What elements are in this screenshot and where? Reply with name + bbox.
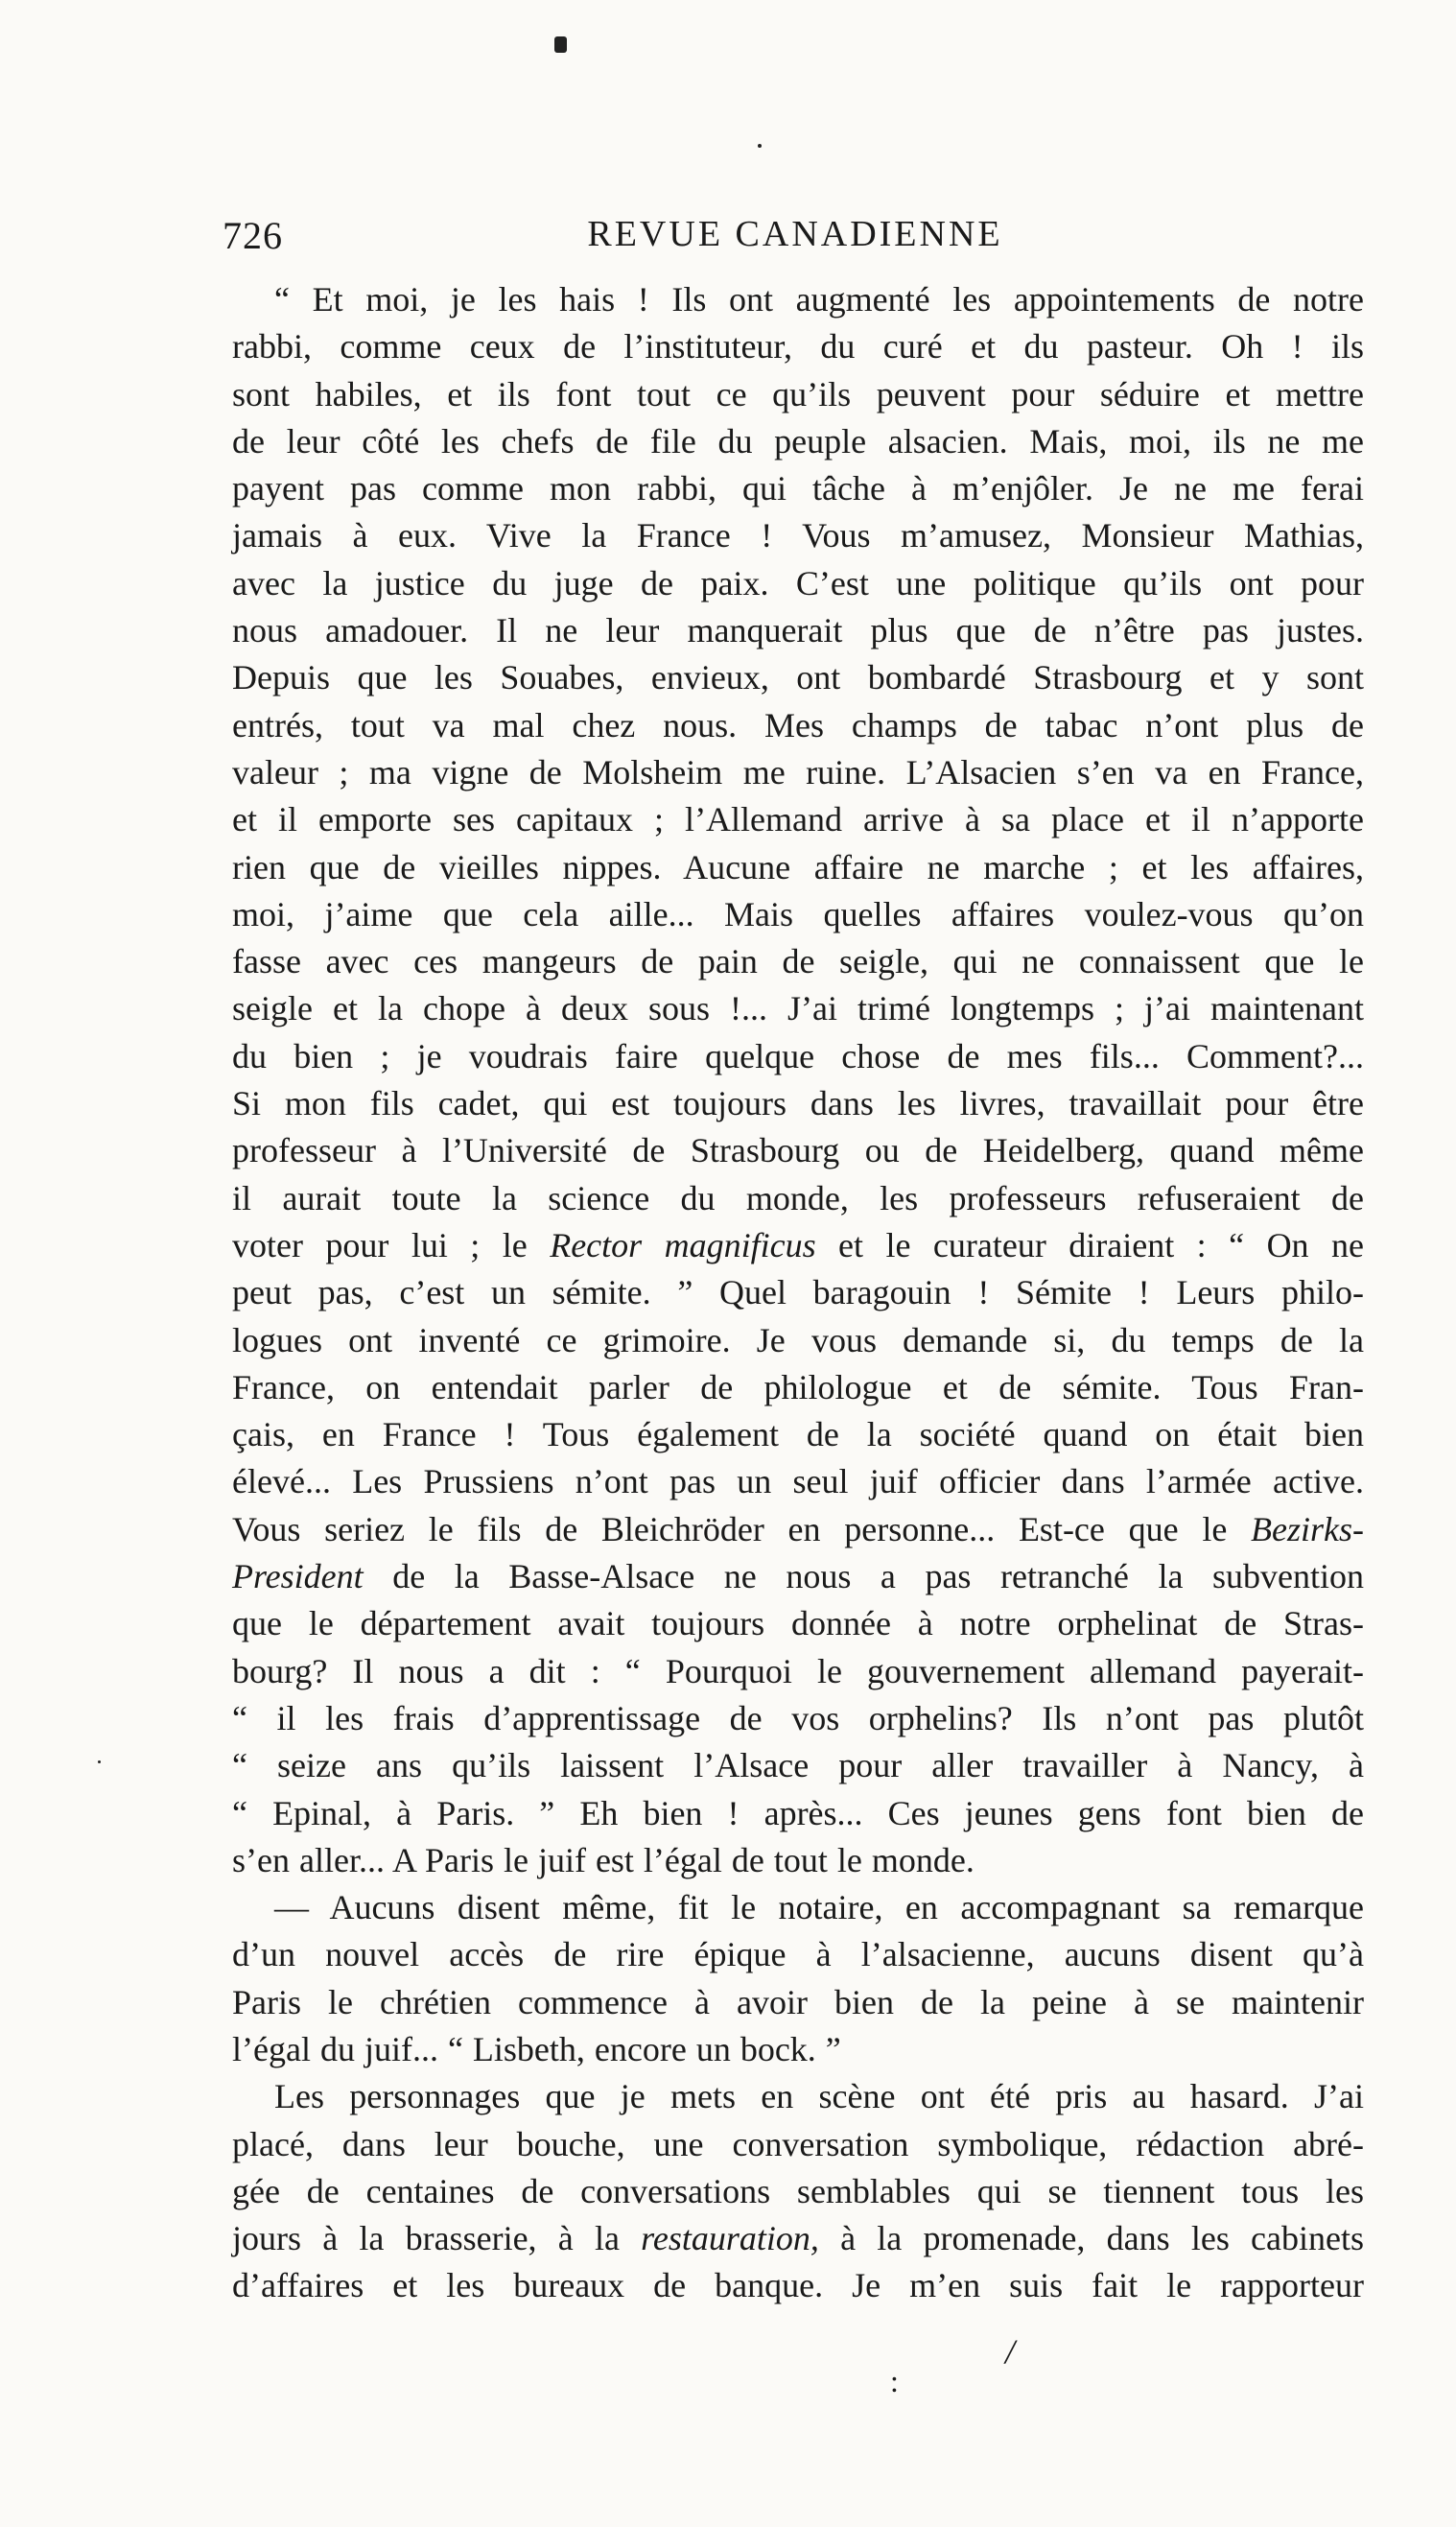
- text-line: [232, 1884, 1364, 1931]
- italic-term: President: [232, 1557, 364, 1596]
- text-line: [232, 2215, 1364, 2262]
- ink-speck: [758, 144, 762, 148]
- text-run: l’égal du juif... “ Lisbeth, encore un bock. ”: [232, 2029, 841, 2068]
- text-line: [232, 1222, 1364, 1269]
- text-line: [232, 1458, 1364, 1505]
- page-number: 726: [223, 214, 283, 257]
- text-run: il aurait toute la science du monde, les professeurs refuseraient de: [232, 1178, 1364, 1217]
- text-line: [232, 2262, 1364, 2309]
- text-run: de la Basse-Alsace ne nous a pas retranché la subvention: [363, 1557, 1364, 1596]
- text-line: [232, 607, 1364, 654]
- text-line: [232, 844, 1364, 891]
- running-head: REVUE CANADIENNE: [587, 214, 1003, 254]
- text-run: rien que de vieilles nippes. Aucune affaire ne marche ; et les affaires,: [232, 847, 1364, 886]
- italic-term: restauration,: [641, 2219, 819, 2258]
- text-line: [232, 1127, 1364, 1174]
- text-run: Les personnages que je mets en scène ont été pris au hasard. J’ai: [274, 2077, 1364, 2116]
- text-run: d’affaires et les bureaux de banque. Je m’en suis fait le rapporteur: [232, 2266, 1364, 2305]
- text-run: d’un nouvel accès de rire épique à l’alsacienne, aucuns disent qu’à: [232, 1935, 1364, 1974]
- text-line: [232, 1080, 1364, 1127]
- text-line: [232, 2168, 1364, 2215]
- text-line: [232, 891, 1364, 938]
- text-run: peut pas, c’est un sémite. ” Quel baragouin ! Sémite ! Leurs philo-: [232, 1273, 1364, 1312]
- text-line: [232, 2121, 1364, 2168]
- stray-mark: :: [890, 2364, 899, 2398]
- text-line: [232, 1931, 1364, 1978]
- text-run: seigle et la chope à deux sous !... J’ai trimé longtemps ; j’ai maintenant: [232, 989, 1364, 1028]
- text-run: Vous seriez le fils de Bleichröder en personne... Est-ce que le: [232, 1509, 1252, 1548]
- text-run: nous amadouer. Il ne leur manquerait plus que de n’être pas justes.: [232, 611, 1364, 650]
- text-run: “ Et moi, je les hais ! Ils ont augmenté les appointements de notre: [274, 280, 1364, 319]
- text-run: voter pour lui ; le: [232, 1225, 551, 1264]
- text-run: gée de centaines de conversations semblables qui se tiennent tous les: [232, 2171, 1364, 2210]
- text-run: bourg? Il nous a dit : “ Pourquoi le gouvernement allemand payerait-: [232, 1651, 1364, 1690]
- italic-term: Bezirks-: [1251, 1509, 1364, 1548]
- text-line: [232, 371, 1364, 418]
- body-text: [232, 276, 1364, 2310]
- text-line: [232, 1979, 1364, 2026]
- text-run: logues ont inventé ce grimoire. Je vous demande si, du temps de la: [232, 1320, 1364, 1359]
- text-run: çais, en France ! Tous également de la société quand on était bien: [232, 1415, 1364, 1454]
- text-line: [232, 938, 1364, 985]
- text-line: [232, 654, 1364, 701]
- stray-mark: /: [1005, 2332, 1016, 2371]
- footer-marks: [0, 2312, 1456, 2466]
- text-run: France, on entendait parler de philologue et de sémite. Tous Fran-: [232, 1367, 1364, 1406]
- text-run: du bien ; je voudrais faire quelque chose de mes fils... Comment?...: [232, 1036, 1364, 1075]
- text-line: [232, 418, 1364, 465]
- text-line: [232, 1648, 1364, 1695]
- text-run: “ il les frais d’apprentissage de vos orphelins? Ils n’ont pas plutôt: [232, 1698, 1364, 1737]
- text-run: valeur ; ma vigne de Molsheim me ruine. L’Alsacien s’en va en France,: [232, 752, 1364, 791]
- text-line: [232, 1790, 1364, 1837]
- text-line: [232, 1837, 1364, 1884]
- text-line: [232, 1033, 1364, 1080]
- text-run: sont habiles, et ils font tout ce qu’ils peuvent pour séduire et mettre: [232, 374, 1364, 413]
- text-line: [232, 1695, 1364, 1742]
- text-run: à la promenade, dans les cabinets: [818, 2219, 1364, 2258]
- text-line: [232, 323, 1364, 370]
- text-line: [232, 1742, 1364, 1789]
- italic-term: Rector magnificus: [550, 1225, 816, 1264]
- text-run: élevé... Les Prussiens n’ont pas un seul juif officier dans l’armée active.: [232, 1462, 1364, 1501]
- text-run: Paris le chrétien commence à avoir bien de la peine à se maintenir: [232, 1982, 1364, 2021]
- ink-speck: [554, 36, 567, 53]
- text-run: s’en aller... A Paris le juif est l’égal de tout le monde.: [232, 1840, 975, 1879]
- text-line: [232, 512, 1364, 559]
- text-run: moi, j’aime que cela aille... Mais quelles affaires voulez-vous qu’on: [232, 894, 1364, 933]
- text-line: [232, 749, 1364, 796]
- text-run: de leur côté les chefs de file du peuple alsacien. Mais, moi, ils ne me: [232, 421, 1364, 461]
- text-line: [232, 560, 1364, 607]
- text-run: “ Epinal, à Paris. ” Eh bien ! après... Ces jeunes gens font bien de: [232, 1793, 1364, 1832]
- text-line: [232, 1175, 1364, 1222]
- text-run: “ seize ans qu’ils laissent l’Alsace pour aller travailler à Nancy, à: [232, 1746, 1364, 1785]
- text-line: [232, 2026, 1364, 2073]
- text-run: fasse avec ces mangeurs de pain de seigle, qui ne connaissent que le: [232, 942, 1364, 981]
- text-run: jours à la brasserie, à la: [232, 2219, 642, 2258]
- text-line: [232, 796, 1364, 843]
- text-line: [232, 1317, 1364, 1364]
- text-run: Si mon fils cadet, qui est toujours dans les livres, travaillait pour être: [232, 1084, 1364, 1123]
- text-run: professeur à l’Université de Strasbourg ou de Heidelberg, quand même: [232, 1131, 1364, 1170]
- text-line: [232, 702, 1364, 749]
- text-run: entrés, tout va mal chez nous. Mes champs de tabac n’ont plus de: [232, 705, 1364, 744]
- text-line: [232, 276, 1364, 323]
- text-line: [232, 1506, 1364, 1553]
- text-run: rabbi, comme ceux de l’instituteur, du curé et du pasteur. Oh ! ils: [232, 327, 1364, 366]
- text-line: [232, 2073, 1364, 2120]
- text-line: [232, 1411, 1364, 1458]
- text-run: Depuis que les Souabes, envieux, ont bombardé Strasbourg et y sont: [232, 658, 1364, 697]
- text-run: avec la justice du juge de paix. C’est une politique qu’ils ont pour: [232, 563, 1364, 602]
- text-line: [232, 1600, 1364, 1647]
- text-run: que le département avait toujours donnée à notre orphelinat de Stras-: [232, 1604, 1364, 1643]
- text-run: et le curateur diraient : “ On ne: [815, 1225, 1364, 1264]
- text-line: [232, 985, 1364, 1032]
- text-line: [232, 1269, 1364, 1316]
- text-run: — Aucuns disent même, fit le notaire, en accompagnant sa remarque: [274, 1888, 1364, 1927]
- ink-speck: [98, 1760, 101, 1763]
- text-run: payent pas comme mon rabbi, qui tâche à m’enjôler. Je ne me ferai: [232, 469, 1364, 508]
- text-line: [232, 465, 1364, 512]
- page-header: [0, 213, 1456, 271]
- text-run: jamais à eux. Vive la France ! Vous m’amusez, Monsieur Mathias,: [232, 516, 1364, 555]
- text-run: placé, dans leur bouche, une conversation symbolique, rédaction abré-: [232, 2124, 1364, 2163]
- text-line: [232, 1553, 1364, 1600]
- text-run: et il emporte ses capitaux ; l’Allemand arrive à sa place et il n’apporte: [232, 800, 1364, 839]
- text-line: [232, 1364, 1364, 1411]
